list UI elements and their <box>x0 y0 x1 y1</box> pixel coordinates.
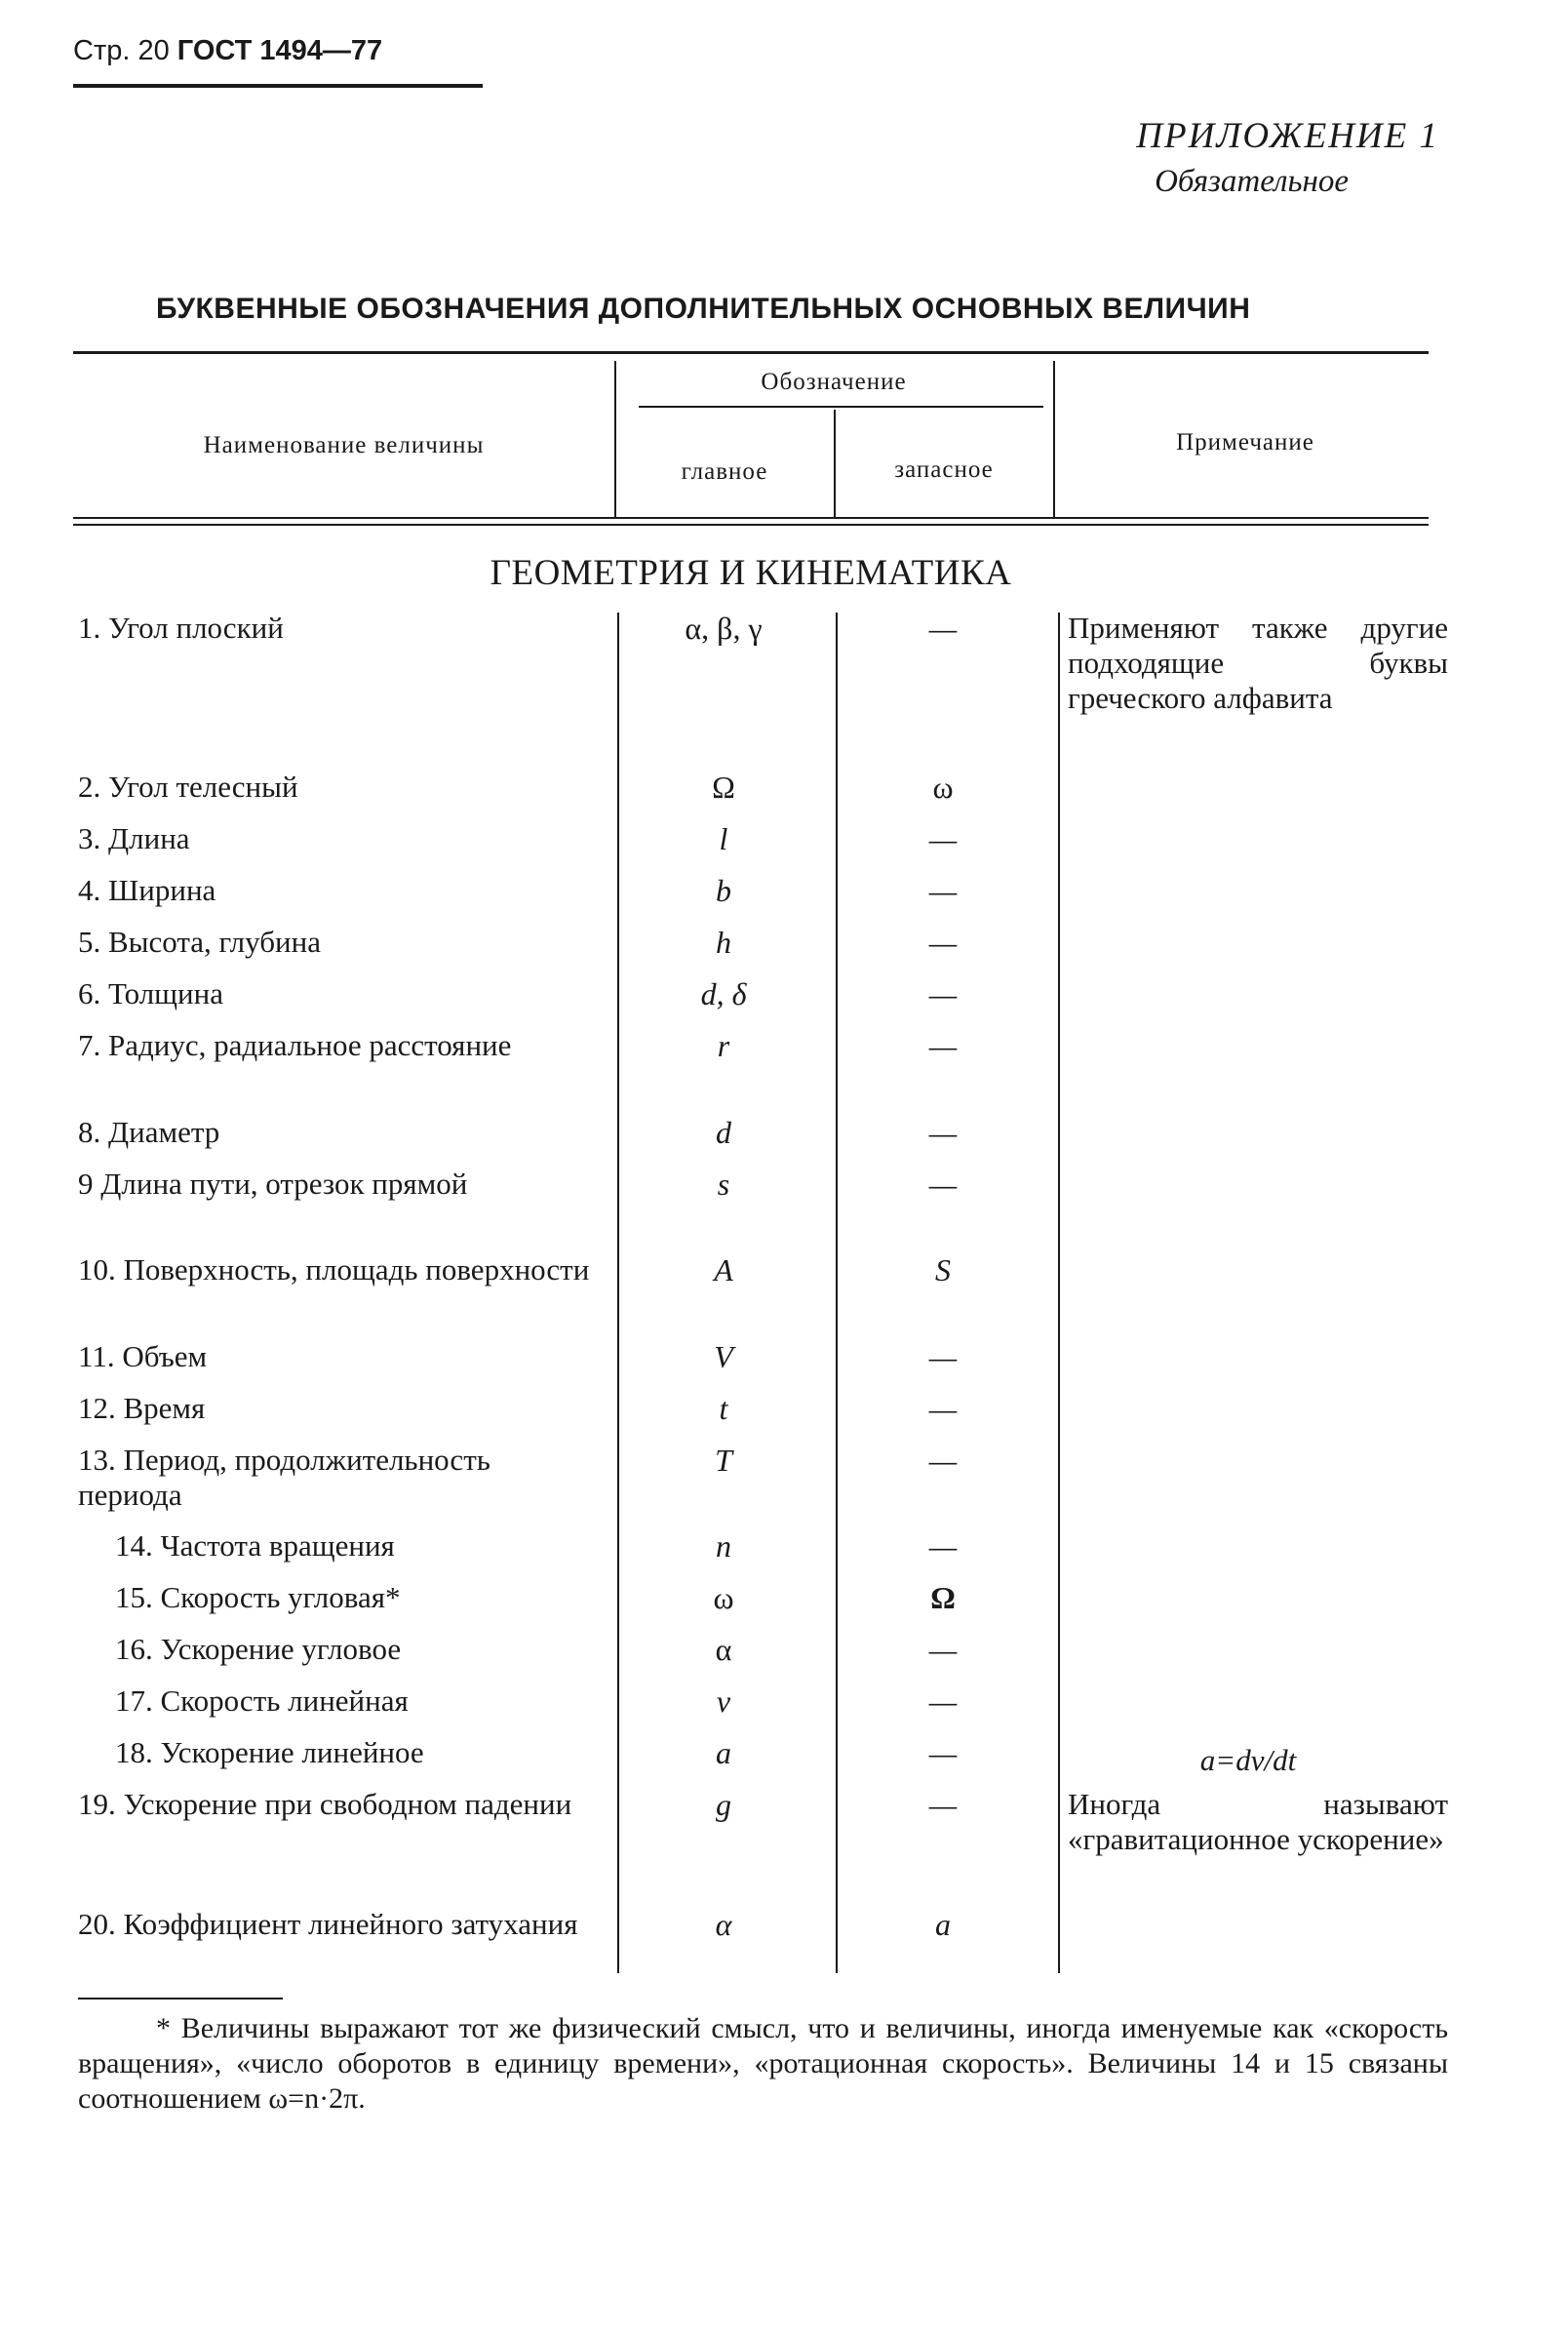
main-symbol: V <box>714 1339 733 1374</box>
main-symbol: l <box>719 821 728 856</box>
main-symbol: ω <box>713 1580 734 1615</box>
main-symbol: h <box>716 925 731 960</box>
spare-symbol: S <box>935 1252 951 1287</box>
quantity-name: 5. Высота, глубина <box>78 925 321 959</box>
quantity-name: 18. Ускорение линейное <box>115 1735 424 1769</box>
designation-rule <box>639 406 1043 408</box>
header-bottom-rule-1 <box>73 517 1429 519</box>
main-symbol: v <box>716 1683 731 1719</box>
spare-symbol: — <box>928 925 958 960</box>
spare-symbol: — <box>928 1443 958 1478</box>
spare-symbol: — <box>928 1167 958 1202</box>
spare-symbol: — <box>928 1391 958 1426</box>
quantity-name: 11. Объем <box>78 1339 208 1373</box>
main-symbol: A <box>714 1252 733 1287</box>
quantity-name: 15. Скорость угловая* <box>115 1580 401 1614</box>
spare-symbol: — <box>928 1339 958 1374</box>
column-name: Наименование величины <box>203 432 485 458</box>
footnote-rule <box>78 1998 283 1999</box>
main-symbol: r <box>717 1028 730 1063</box>
main-symbol: a <box>716 1735 731 1770</box>
quantity-name: 1. Угол плоский <box>78 611 284 645</box>
section-heading: ГЕОМЕТРИЯ И КИНЕМАТИКА <box>490 553 1012 593</box>
main-symbol: α <box>715 1907 732 1942</box>
spare-symbol: — <box>928 1115 958 1150</box>
main-symbol: T <box>715 1443 732 1478</box>
appendix-subtitle: Обязательное <box>1155 164 1349 199</box>
main-symbol: d <box>716 1115 731 1150</box>
quantity-name: 9 Длина пути, отрезок прямой <box>78 1167 468 1201</box>
quantity-name: 2. Угол телесный <box>78 770 298 804</box>
body-divider-3 <box>1058 613 1060 1973</box>
main-symbol: s <box>717 1167 730 1202</box>
page-label: Стр. 20 <box>73 35 170 66</box>
spare-symbol: — <box>928 976 958 1011</box>
table-title: БУКВЕННЫЕ ОБОЗНАЧЕНИЯ ДОПОЛНИТЕЛЬНЫХ ОСНОВНЫХ ВЕЛИЧИН <box>156 293 1251 325</box>
footnote: * Величины выражают тот же физический смысл, что и величины, иногда именуемые как «скорость вращения», «число оборотов в единицу времени», «ротационная скорость». Величины 14 и 15 связаны соотношением ω=n·2π. <box>78 2012 1448 2115</box>
quantity-name: 20. Коэффициент линейного затухания <box>78 1907 578 1941</box>
remark: Иногда называют «гравитационное ускорение» <box>1068 1787 1448 1856</box>
spare-symbol: Ω <box>930 1580 956 1615</box>
spare-symbol: — <box>928 1787 958 1822</box>
page-header <box>73 35 382 67</box>
spare-symbol: — <box>928 1735 958 1770</box>
standard-number: ГОСТ 1494—77 <box>176 35 383 66</box>
column-main: главное <box>681 458 768 485</box>
quantity-name: 16. Ускорение угловое <box>115 1632 402 1666</box>
quantity-name: 13. Период, продолжительность периода <box>78 1443 490 1512</box>
quantity-name: 7. Радиус, радиальное расстояние <box>78 1028 512 1062</box>
main-symbol: d, δ <box>700 976 747 1011</box>
remark: a=dv/dt <box>1199 1743 1297 1777</box>
column-designation: Обозначение <box>761 369 907 395</box>
main-symbol: Ω <box>712 770 735 805</box>
quantity-name: 19. Ускорение при свободном падении <box>78 1787 572 1821</box>
quantity-name: 8. Диаметр <box>78 1115 220 1149</box>
spare-symbol: — <box>928 1028 958 1063</box>
header-rule <box>73 84 483 88</box>
quantity-name: 10. Поверхность, площадь поверхности <box>78 1252 590 1287</box>
main-symbol: α, β, γ <box>685 611 763 646</box>
spare-symbol: — <box>928 1683 958 1719</box>
spare-symbol: — <box>928 611 958 646</box>
quantity-name: 17. Скорость линейная <box>115 1683 409 1718</box>
column-note: Примечание <box>1176 429 1314 455</box>
main-symbol: b <box>716 873 731 908</box>
spare-symbol: ω <box>932 770 954 805</box>
header-bottom-rule-2 <box>73 524 1429 526</box>
header-top-rule <box>73 351 1429 354</box>
quantity-name: 14. Частота вращения <box>115 1528 395 1563</box>
quantity-name: 3. Длина <box>78 821 190 855</box>
spare-symbol: — <box>928 821 958 856</box>
quantity-name: 4. Ширина <box>78 873 216 907</box>
spare-symbol: — <box>928 1528 958 1564</box>
spare-symbol: — <box>928 873 958 908</box>
appendix-title: ПРИЛОЖЕНИЕ 1 <box>1136 116 1439 156</box>
main-symbol: n <box>716 1528 731 1564</box>
column-spare: запасное <box>894 456 994 483</box>
main-symbol: α <box>715 1632 732 1667</box>
quantity-name: 12. Время <box>78 1391 206 1425</box>
main-symbol: t <box>719 1391 728 1426</box>
quantity-name: 6. Толщина <box>78 976 223 1010</box>
spare-symbol: a <box>935 1907 951 1942</box>
spare-symbol: — <box>928 1632 958 1667</box>
remark: Применяют также другие подходящие буквы греческого алфавита <box>1068 611 1448 715</box>
main-symbol: g <box>716 1787 731 1822</box>
